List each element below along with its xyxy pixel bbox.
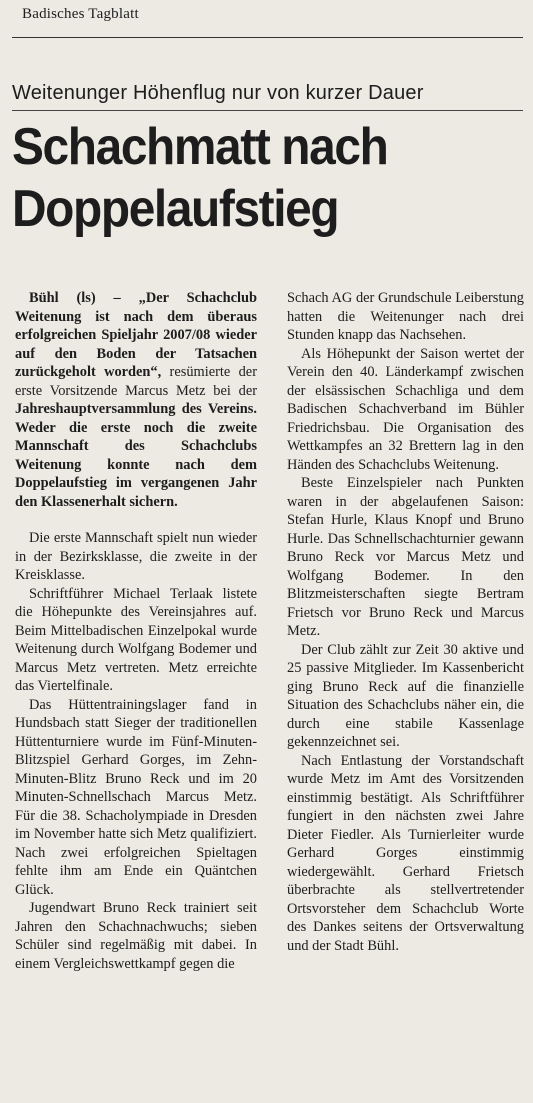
body-paragraph: Als Höhepunkt der Saison wertet der Verein den 40. Länderkampf zwischen der elsässischen Schachliga und dem Badischen Schachverband im Bühler Friedrichsbau. Die Organisation des Wettkampfes an 32 Brettern lag in den Händen des Schachclubs Weitenung. bbox=[287, 345, 524, 473]
body-paragraph: Schach AG der Grundschule Leiberstung hatten die Weitenunger nach drei Stunden knapp das Nachsehen. bbox=[287, 290, 524, 343]
body-paragraph: Nach Entlastung der Vorstandschaft wurde Metz im Amt des Vorsitzenden einstimmig bestätigt. Als Schriftführer fungiert in den nächsten zwei Jahre Dieter Fiedler. Als Turnierleiter wurde Gerhard Gorges einstimmig wiedergewählt. Gerhard Frietsch überbrachte als stellvertretender Ortsvorsteher dem Schachclub Worte des Dankes seitens der Ortsverwaltung und der Stadt Bühl. bbox=[287, 752, 524, 954]
lead-bold-text: Bühl (ls) – „Der Schachclub Weitenung ist nach dem überaus erfolgreichen Spieljahr 2007/08 wieder auf den Boden der Tatsachen zurückgeholt worden“, bbox=[15, 290, 257, 380]
headline-line-1: Schachmatt nach bbox=[12, 118, 388, 176]
body-paragraph: Schriftführer Michael Terlaak listete die Höhepunkte des Vereinsjahres auf. Beim Mittelbadischen Einzelpokal wurde Weitenung durch Wolfgang Bodemer und Marcus Metz vertreten. Metz erreichte das Viertelfinale. bbox=[15, 585, 257, 694]
kicker-subheadline: Weitenunger Höhenflug nur von kurzer Dauer bbox=[12, 82, 424, 104]
article-column-right bbox=[287, 289, 524, 955]
body-paragraph: Der Club zählt zur Zeit 30 aktive und 25 passive Mitglieder. Im Kassenbericht ging Bruno Reck auf die finanzielle Situation des Schachclubs näher ein, die durch eine stabile Kassenlage gekennzeichnet sei. bbox=[287, 641, 524, 750]
body-paragraph: Beste Einzelspieler nach Punkten waren in der abgelaufenen Saison: Stefan Hurle, Klaus Knopf und Bruno Hurle. Das Schnellschachturnier gewann Bruno Reck vor Marcus Metz und Wolfgang Bodemer. In den Blitzmeisterschaften siegte Bertram Frietsch vor Bruno Reck und Marcus Metz. bbox=[287, 475, 524, 639]
headline-line-2: Doppelaufstieg bbox=[12, 180, 339, 238]
body-paragraph: Die erste Mannschaft spielt nun wieder in der Bezirksklasse, die zweite in der Kreisklasse. bbox=[15, 530, 257, 583]
article-column-left bbox=[15, 289, 257, 973]
lead-paragraph bbox=[15, 289, 257, 511]
headline bbox=[12, 116, 486, 240]
lead-normal-text: resümierte der erste Vorsitzende Marcus Metz bei der bbox=[15, 364, 257, 399]
header-rule bbox=[12, 37, 523, 38]
kicker-rule bbox=[12, 110, 523, 111]
newspaper-name: Badisches Tagblatt bbox=[22, 6, 139, 22]
body-paragraph: Das Hüttentrainingslager fand in Hundsbach statt Sieger der traditionellen Hüttenturniere wurde im Fünf-Minuten-Blitzspiel Gerhard Gorges, im Zehn-Minuten-Blitz Bruno Reck und im 20 Minuten-Schnellschach Marcus Metz. Für die 38. Schacholympiade in Dresden im November hatte sich Metz qualifiziert. Nach zwei erfolgreichen Spieltagen fehlte ihm am Ende ein Quäntchen Glück. bbox=[15, 696, 257, 898]
body-paragraph: Jugendwart Bruno Reck trainiert seit Jahren den Schachnachwuchs; sieben Schüler sind regelmäßig mit dabei. In einem Vergleichswettkampf gegen die bbox=[15, 900, 257, 972]
lead-bold-text-2: Jahreshauptversammlung des Vereins. Weder die erste noch die zweite Mannschaft des Schachclubs Weitenung konnte nach dem Doppelaufstieg im vergangenen Jahr den Klassenerhalt sichern. bbox=[15, 401, 257, 510]
